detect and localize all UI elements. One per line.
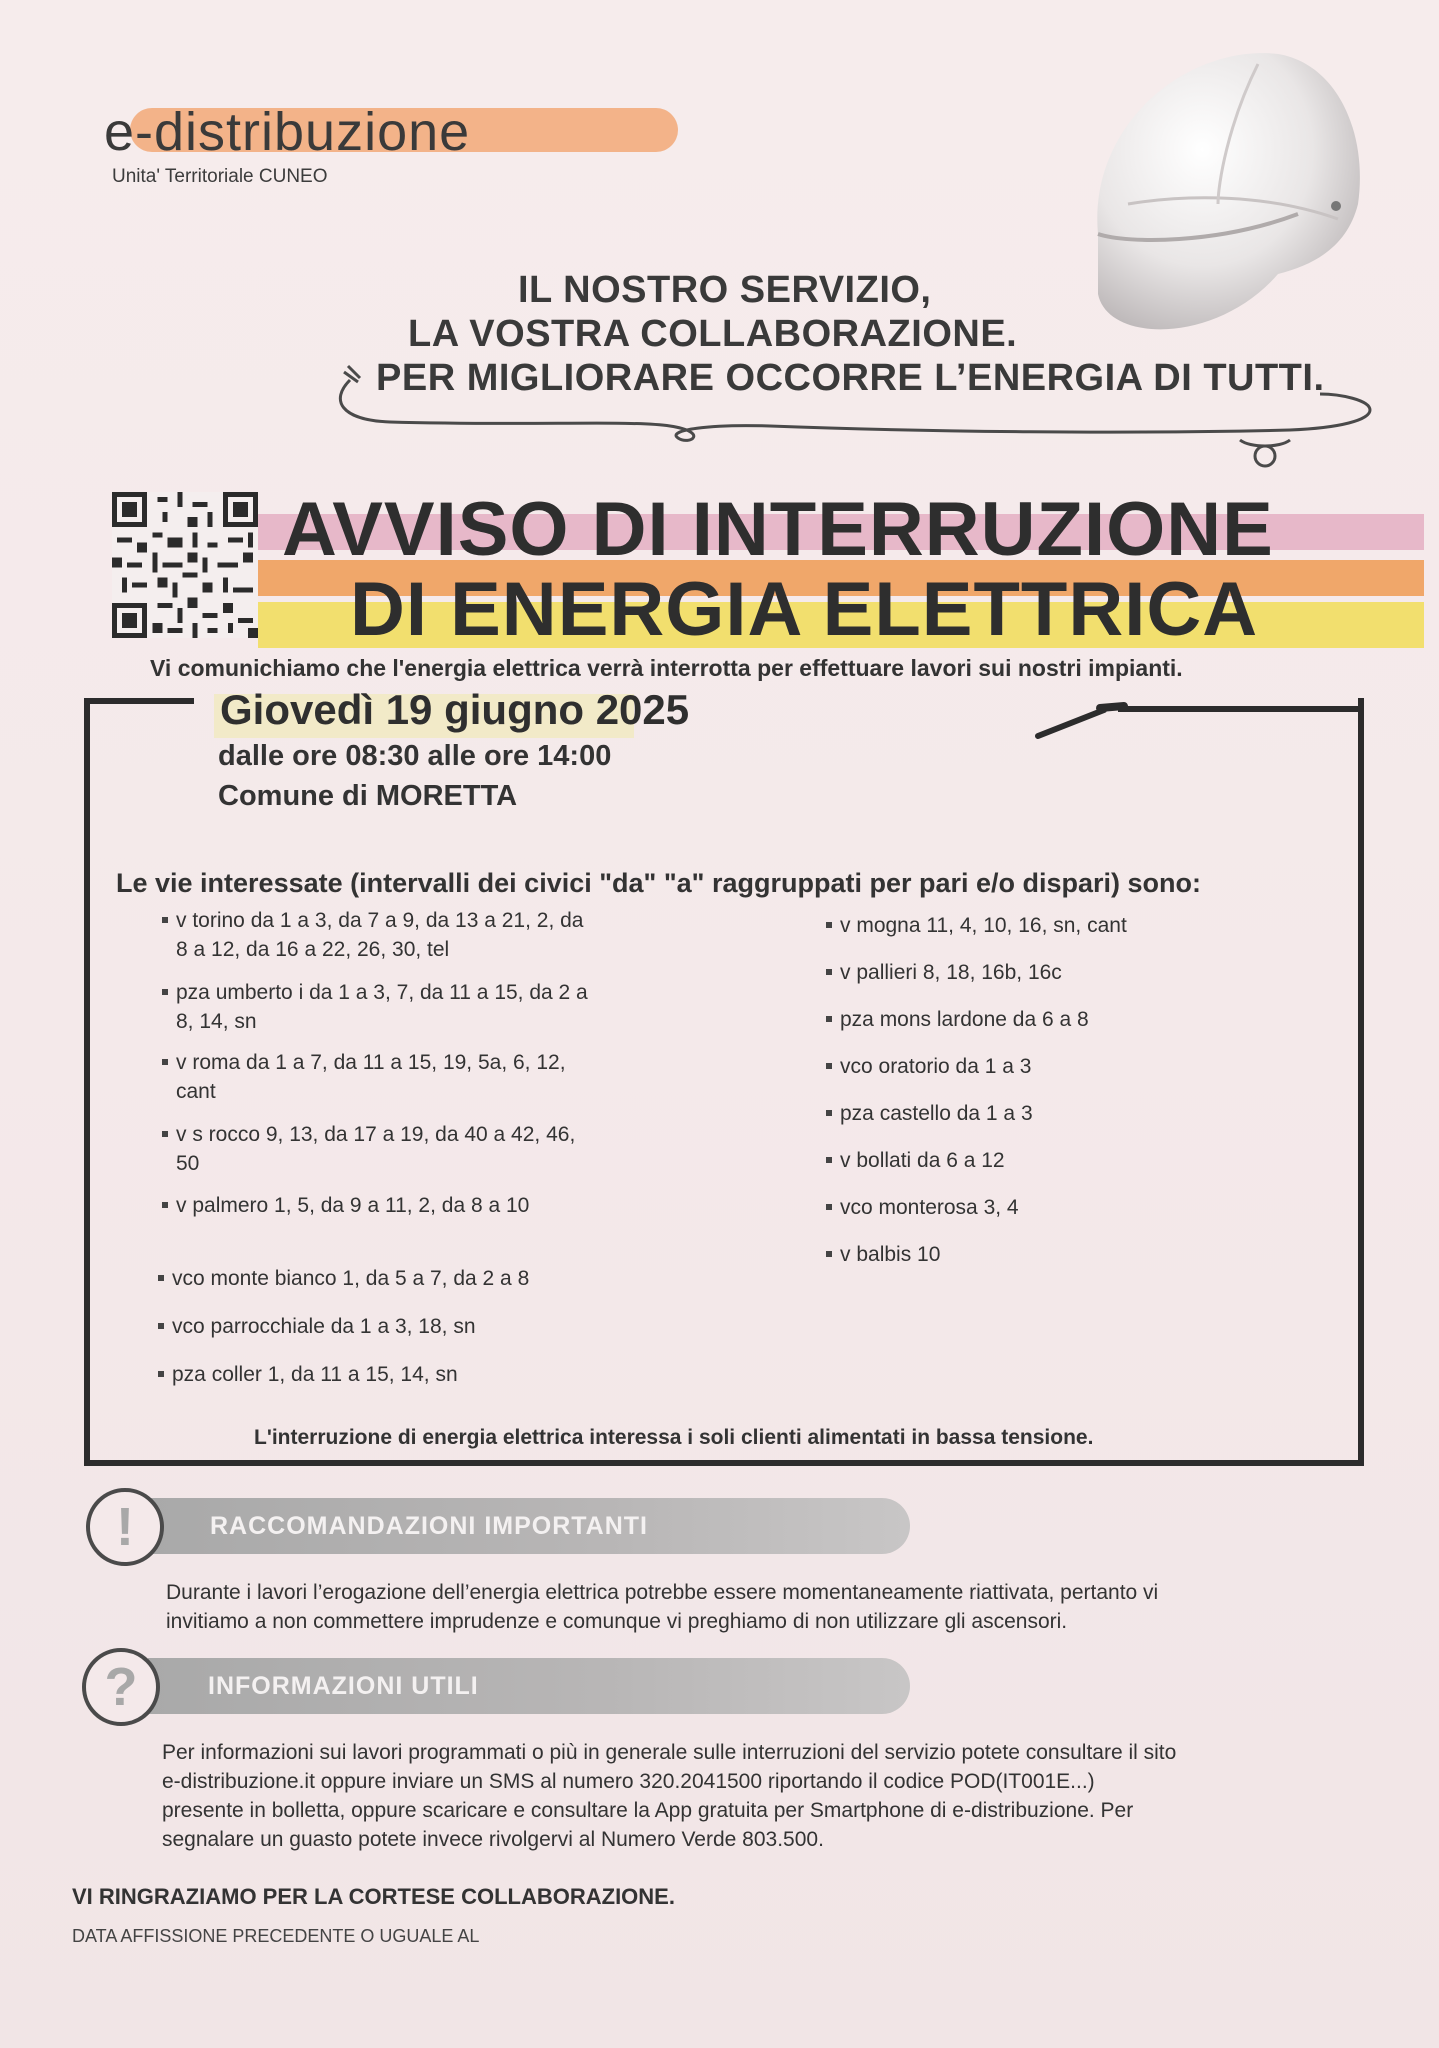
info-title: INFORMAZIONI UTILI <box>208 1672 479 1700</box>
list-item: vco oratorio da 1 a 3 <box>840 1052 1031 1081</box>
list-item: pza coller 1, da 11 a 15, 14, sn <box>172 1360 458 1389</box>
intro-text: Vi comunichiamo che l'energia elettrica verrà interrotta per effettuare lavori sui nostri impianti. <box>150 655 1183 681</box>
list-item: vco parrocchiale da 1 a 3, 18, sn <box>172 1312 476 1341</box>
recommendations-text: Durante i lavori l’erogazione dell’energia elettrica potrebbe essere momentaneamente riattivata, pertanto vi invitiamo a non commettere imprudenze e comunque vi preghiamo di non utilizzare gli ascensori. <box>166 1581 1159 1633</box>
pliers-icon <box>1034 700 1134 750</box>
list-item: vco monte bianco 1, da 5 a 7, da 2 a 8 <box>172 1264 529 1293</box>
brand-name: e-distribuzione <box>104 102 471 162</box>
list-item: v pallieri 8, 18, 16b, 16c <box>840 958 1062 987</box>
list-item: pza mons lardone da 6 a 8 <box>840 1005 1089 1034</box>
territorial-unit: Unita' Territoriale CUNEO <box>112 166 328 187</box>
list-item: pza umberto i da 1 a 3, 7, da 11 a 15, da 2 a 8, 14, sn <box>176 978 588 1036</box>
interruption-date: Giovedì 19 giugno 2025 <box>220 686 690 733</box>
interruption-hours: dalle ore 08:30 alle ore 14:00 <box>218 740 612 772</box>
qr-code <box>112 492 258 638</box>
recommendations-title: RACCOMANDAZIONI IMPORTANTI <box>210 1512 648 1540</box>
box-top-right-edge <box>1118 706 1364 712</box>
thanks-text: VI RINGRAZIAMO PER LA CORTESE COLLABORAZIONE. <box>72 1884 675 1909</box>
list-item: v roma da 1 a 7, da 11 a 15, 19, 5a, 6, 12, cant <box>176 1048 566 1106</box>
list-item: pza castello da 1 a 3 <box>840 1099 1033 1128</box>
exclamation-icon: ! <box>86 1488 164 1566</box>
box-top-left-edge <box>84 698 194 704</box>
box-footer-note: L'interruzione di energia elettrica interessa i soli clienti alimentati in bassa tensione. <box>254 1426 1094 1449</box>
list-item: v bollati da 6 a 12 <box>840 1146 1005 1175</box>
slogan-line-3: PER MIGLIORARE OCCORRE L’ENERGIA DI TUTTI. <box>376 357 1325 399</box>
affixion-date-label: DATA AFFISSIONE PRECEDENTE O UGUALE AL <box>72 1926 480 1946</box>
list-item: vco monterosa 3, 4 <box>840 1193 1019 1222</box>
list-item: v mogna 11, 4, 10, 16, sn, cant <box>840 911 1127 940</box>
slogan-line-1: IL NOSTRO SERVIZIO, <box>518 269 932 311</box>
list-item: v s rocco 9, 13, da 17 a 19, da 40 a 42, 46, 50 <box>176 1120 575 1178</box>
list-item: v balbis 10 <box>840 1240 940 1269</box>
brand-logo <box>104 100 470 164</box>
list-item: v torino da 1 a 3, da 7 a 9, da 13 a 21, 2, da 8 a 12, da 16 a 22, 26, 30, tel <box>176 906 583 964</box>
notice-title-line-2: DI ENERGIA ELETTRICA <box>350 567 1259 652</box>
list-item: v palmero 1, 5, da 9 a 11, 2, da 8 a 10 <box>176 1191 529 1220</box>
plug-cable-icon <box>330 360 1390 470</box>
comune-name: Comune di MORETTA <box>218 780 518 812</box>
question-icon: ? <box>82 1648 160 1726</box>
slogan-line-2: LA VOSTRA COLLABORAZIONE. <box>408 313 1018 355</box>
info-text: Per informazioni sui lavori programmati o più in generale sulle interruzioni del servizio potete consultare il sito e-distribuzione.it oppure inviare un SMS al numero 320.2041500 riportando il codice POD(IT001E...) presente in bolletta, oppure scaricare e consultare la App gratuita per Smartphone di e-distribuzione. Per segnalare un guasto potete invece rivolgervi al Numero Verde 803.500. <box>162 1741 1177 1851</box>
streets-heading: Le vie interessate (intervalli dei civici "da" "a" raggruppati per pari e/o dispari) sono: <box>116 868 1202 898</box>
notice-title-line-1: AVVISO DI INTERRUZIONE <box>282 487 1274 572</box>
